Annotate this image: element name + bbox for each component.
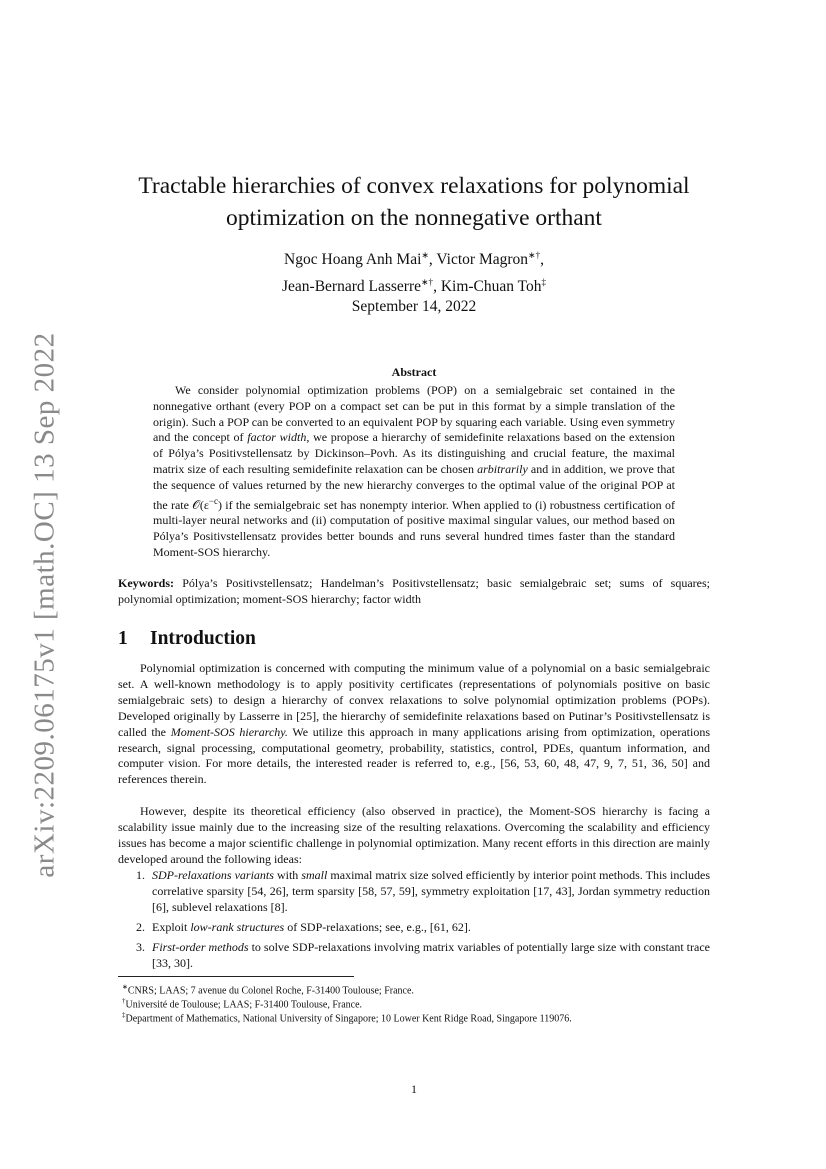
abstract-text: We consider polynomial optimization problems (POP) on a semialgebraic set contained in the nonnegative orthant (every POP on a compact set can be put in this format by a simple translation of the origin). Such a POP can be converted to an equivalent POP by squaring each variable. Using even symmetry and the concept of factor width, we propose a hierarchy of semidefinite relaxations based on the extension of Pólya’s Positivstellensatz by Dickinson–Povh. As its distinguishing and crucial feature, the maximal matrix size of each resulting semidefinite relaxation can be chosen arbitrarily and in addition, we prove that the sequence of values returned by the new hierarchy converges to the optimal value of the original POP at the rate $𝒪(\varepsilon^{-c})$ if the semialgebraic set has nonempty interior. When applied to (i) robustness certification of multi-layer neural networks and (ii) computation of positive maximal singular values, our method based on Pólya’s Positivstellensatz provides better bounds and runs several hundred times faster than the standard Moment-SOS hierarchy. xyxy=(153,383,675,559)
author-separator: , xyxy=(428,251,437,269)
footnote-text: Department of Mathematics, National University of Singapore; 10 Lower Kent Ridge Road, Singapore 119076. xyxy=(125,1013,572,1025)
section-title: Introduction xyxy=(150,628,256,649)
author-name: Kim-Chuan Toh xyxy=(440,278,542,296)
abstract-heading: Abstract xyxy=(391,365,437,379)
list-item-text: SDP-relaxations variants with small maximal matrix size solved efficiently by interior point methods. This includes correlative sparsity [54, 26], term sparsity [58, 57, 59], symmetry exploitation [17, 43], Jordan symmetry reduction [6], sublevel relaxations [8]. xyxy=(152,868,710,914)
footnote xyxy=(122,1009,710,1025)
list-item-text: First-order methods to solve SDP-relaxations involving matrix variables of potentially large size with constant trace [33, 30]. xyxy=(152,940,710,970)
author-list xyxy=(118,244,710,298)
publication-date: September 14, 2022 xyxy=(351,298,477,315)
footnote-mark: ‡ xyxy=(122,1011,126,1019)
author-name: Victor Magron xyxy=(436,251,529,269)
intro-paragraph-1: Polynomial optimization is concerned with computing the minimum value of a polynomial on a basic semialgebraic set. A well-known methodology is to apply positivity certificates (representations of polynomials positive on basic semialgebraic sets) to design a hierarchy of convex relaxations to solve polynomial optimization problems (POPs). Developed originally by Lasserre in [25], the hierarchy of semidefinite relaxations based on Putinar’s Positivstellensatz is called the Moment-SOS hierarchy. We utilize this approach in many applications arising from optimization, operations research, signal processing, computational geometry, probability, statistics, control, PDEs, quantum information, and computer vision. For more details, the interested reader is referred to, e.g., [56, 53, 60, 48, 47, 9, 7, 51, 36, 50] and references therein. xyxy=(118,661,710,787)
title-line-1: Tractable hierarchies of convex relaxations for polynomial xyxy=(138,173,690,199)
affiliation-mark: ∗ xyxy=(421,250,429,260)
author-separator: , xyxy=(540,251,544,269)
footnote-text: CNRS; LAAS; 7 avenue du Colonel Roche, F-31400 Toulouse; France. xyxy=(127,985,414,997)
author-line-1 xyxy=(118,244,710,271)
page-number: 1 xyxy=(411,1082,417,1096)
arxiv-identifier: arXiv:2209.06175v1 [math.OC] 13 Sep 2022 xyxy=(28,332,61,878)
list-item-number: 3. xyxy=(136,940,145,954)
affiliation-mark: ∗† xyxy=(421,277,434,288)
keywords-text: Pólya’s Positivstellensatz; Handelman’s Positivstellensatz; basic semialgebraic set; sums of squares; polynomial optimization; moment-SOS hierarchy; factor width xyxy=(118,576,710,606)
footnote-divider xyxy=(118,976,354,977)
author-separator: , xyxy=(433,278,441,296)
footnote-text: Université de Toulouse; LAAS; F-31400 Toulouse, France. xyxy=(125,999,363,1011)
title-line-2: optimization on the nonnegative orthant xyxy=(226,205,602,231)
author-line-2 xyxy=(118,271,710,298)
list-item-text: Exploit low-rank structures of SDP-relaxations; see, e.g., [61, 62]. xyxy=(152,920,471,934)
intro-paragraph-2: However, despite its theoretical efficiency (also observed in practice), the Moment-SOS hierarchy is facing a scalability issue mainly due to the increasing size of the resulting relaxations. Overcoming the scalability and efficiency issues has become a major scientific challenge in polynomial optimization. Many recent efforts in this direction are mainly developed around the following ideas: xyxy=(118,804,710,866)
section-heading-introduction xyxy=(118,628,710,650)
affiliation-mark: ∗† xyxy=(528,250,541,260)
footnote-mark: ∗ xyxy=(122,983,128,991)
list-item-number: 1. xyxy=(136,868,145,882)
author-name: Ngoc Hoang Anh Mai xyxy=(284,251,422,269)
section-number: 1 xyxy=(118,628,128,649)
arxiv-sidebar-stamp xyxy=(22,300,68,910)
footnote-mark: † xyxy=(122,997,126,1005)
keywords xyxy=(118,575,710,607)
list-item-number: 2. xyxy=(136,920,145,934)
keywords-label: Keywords: xyxy=(118,576,174,590)
author-name: Jean-Bernard Lasserre xyxy=(282,278,422,296)
affiliation-mark: ‡ xyxy=(541,277,546,288)
paper-title xyxy=(98,170,730,234)
